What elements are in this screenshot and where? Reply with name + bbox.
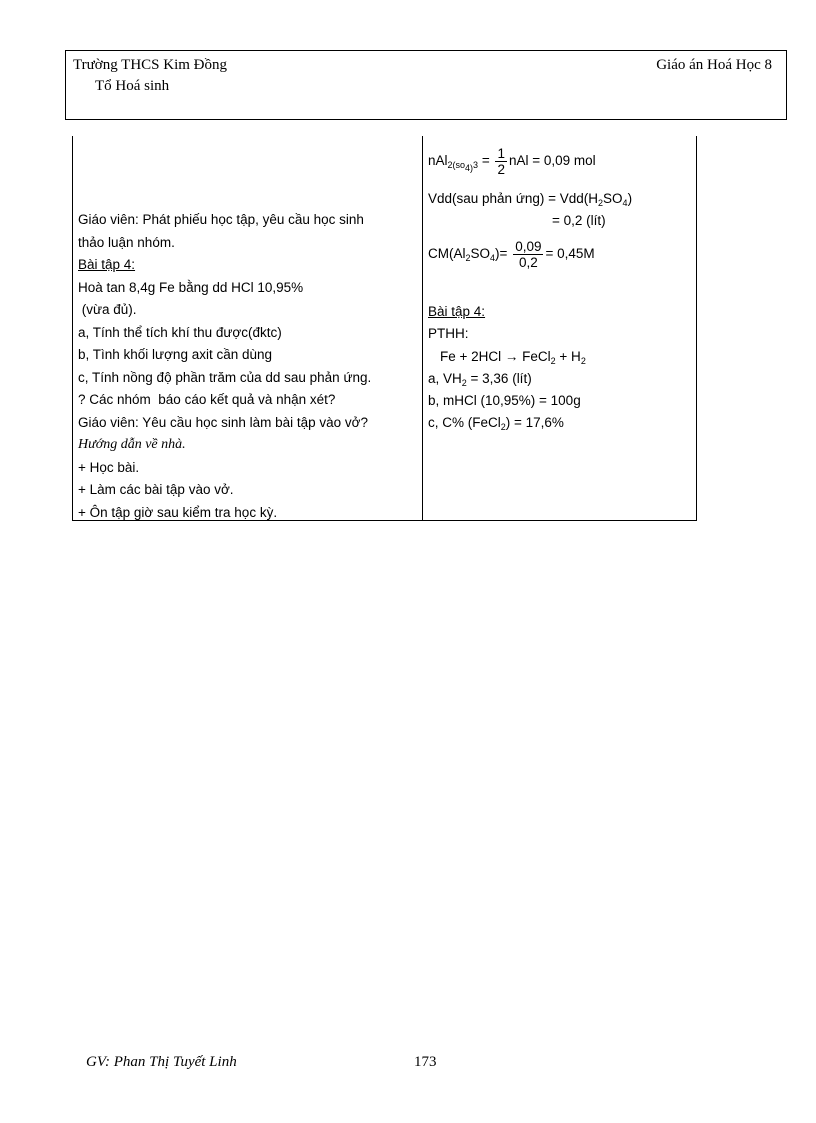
lesson-table	[72, 136, 697, 521]
text-line: c, Tính nồng độ phần trăm của dd sau phản ứng.	[78, 369, 372, 385]
footer-author: GV: Phan Thị Tuyết Linh	[86, 1054, 237, 1070]
equation-volume-value: = 0,2 (lít)	[552, 213, 606, 228]
equation-concentration: $CM(Al_2SO_4)=$ $\frac{0,09}{0,2}$ = 0,45M	[428, 239, 595, 270]
text-line: b, Tình khối lượng axit cần dùng	[78, 347, 273, 362]
text-line: + Học bài.	[78, 459, 140, 475]
fraction: $\frac{1}{2}$	[497, 146, 505, 177]
text-line: ? Các nhóm báo cáo kết quả và nhận xét?	[78, 392, 336, 407]
homework-heading: Hướng dẫn về nhà.	[78, 437, 186, 452]
text-line: Hoà tan 8,4g Fe bằng dd HCl 10,95%	[78, 279, 304, 295]
equation-volume: Vdd(sau phản ứng) = $Vdd(H_2SO_4)$	[428, 191, 633, 208]
department-name: Tổ Hoá sinh	[95, 78, 170, 94]
text-line: + Ôn tập giờ sau kiểm tra học kỳ.	[78, 504, 278, 520]
subject-title: Giáo án Hoá Học 8	[656, 57, 772, 73]
reaction-equation: Fe + 2HCl → FeCl$_2$ + $H_2$	[440, 349, 586, 366]
school-name: Trường THCS Kim Đồng	[73, 57, 228, 73]
text-line: Giáo viên: Yêu cầu học sinh làm bài tập vào vở?	[78, 414, 369, 430]
text-line: + Làm các bài tập vào vở.	[78, 482, 234, 497]
text-line: thảo luận nhóm.	[78, 234, 175, 250]
teacher-activity-column	[78, 209, 418, 524]
answer-b: b, mHCl (10,95%) = 100g	[428, 393, 581, 408]
text-line: (vừa đủ).	[78, 302, 137, 317]
text-line: Giáo viên: Phát phiếu học tập, yêu cầu học sinh	[78, 212, 364, 227]
exercise-heading: Bài tập 4:	[428, 304, 486, 319]
answer-a: a, $VH_2 = 3,36$ (lít)	[428, 371, 532, 388]
page-header	[65, 50, 787, 120]
page-number: 173	[414, 1054, 437, 1070]
text-line: a, Tính thể tích khí thu được(đktc)	[78, 324, 282, 340]
fraction: $\frac{0,09}{0,2}$	[515, 239, 542, 270]
answer-c: c, C% (FeCl$_2$) = 17,6%	[428, 415, 564, 432]
equation-moles: nAl$_{2(so_{4)}3}$ = $\frac{1}{2}$ nAl = 0,09 mol	[428, 146, 596, 177]
column-divider	[422, 136, 423, 520]
pthh-label: PTHH:	[428, 326, 469, 341]
exercise-heading: Bài tập 4:	[78, 257, 136, 272]
